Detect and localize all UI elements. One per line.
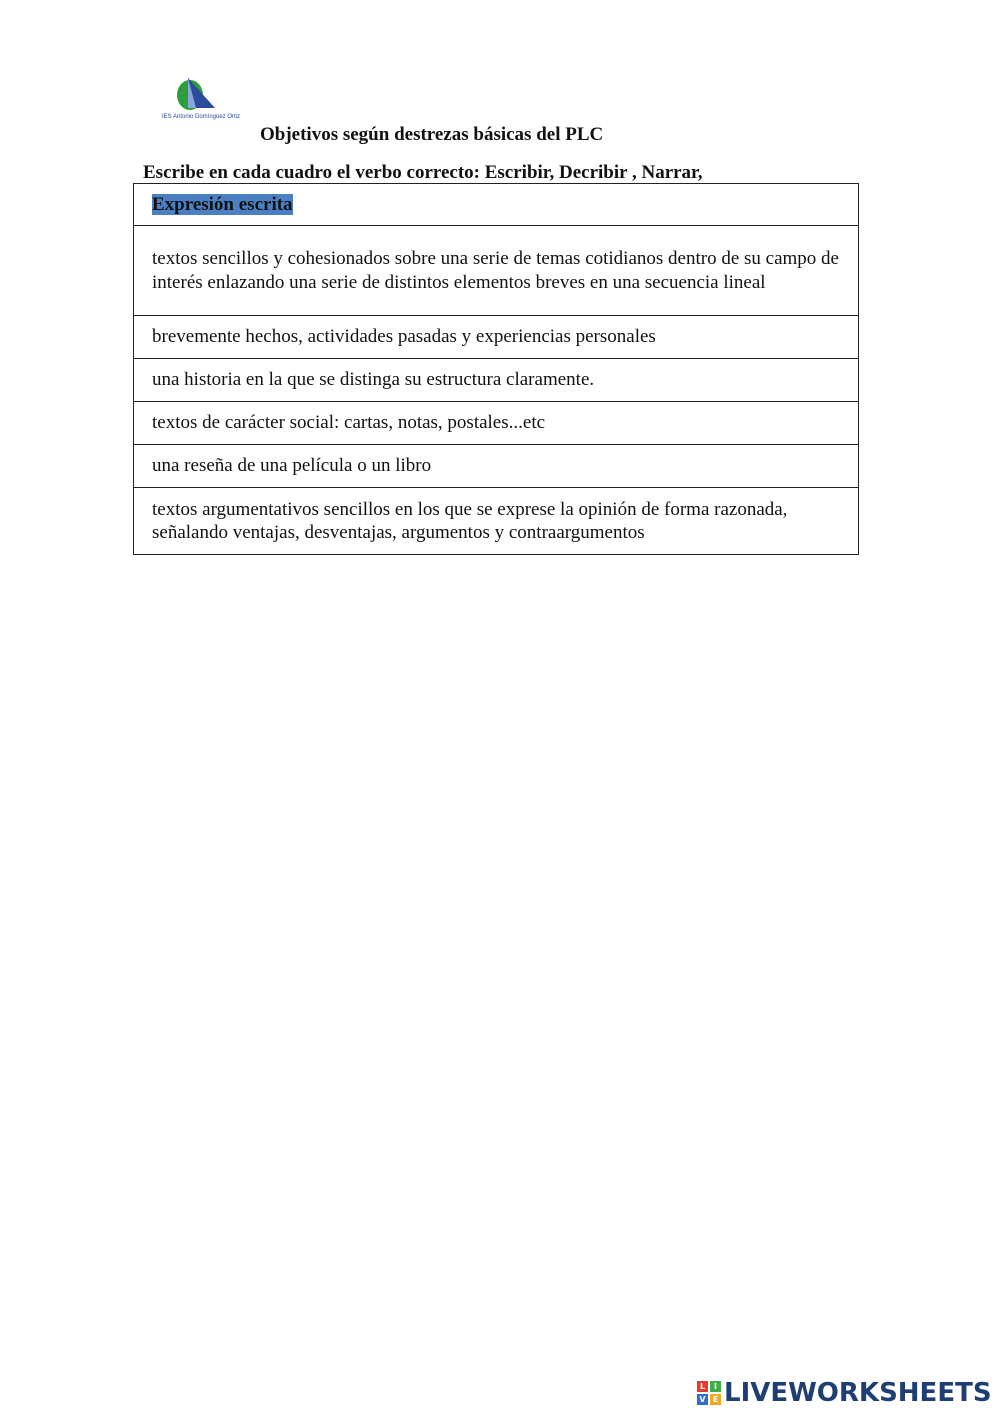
school-logo — [160, 74, 242, 126]
sail-logo-icon — [160, 74, 242, 114]
table-row[interactable] — [134, 402, 859, 445]
brand-logo-icon — [697, 1381, 721, 1405]
table-row[interactable] — [134, 445, 859, 488]
brand-letter-l: L — [697, 1381, 708, 1392]
table-row-text[interactable]: textos argumentativos sencillos en los que se exprese la opinión de forma razonada, señalando ventajas, desventajas, argumentos y contraargumentos — [134, 488, 859, 555]
table-row-text[interactable]: textos sencillos y cohesionados sobre una serie de temas cotidianos dentro de su campo de interés enlazando una serie de distintos elementos breves en una secuencia lineal — [134, 226, 859, 316]
brand-letter-i: I — [710, 1381, 721, 1392]
instruction-text: Escribe en cada cuadro el verbo correcto: Escribir, Decribir , Narrar, — [143, 162, 703, 183]
table-row-text[interactable]: brevemente hechos, actividades pasadas y experiencias personales — [134, 316, 859, 359]
verb-exercise-table — [133, 183, 859, 555]
table-row-text[interactable]: una historia en la que se distinga su estructura claramente. — [134, 359, 859, 402]
table-row[interactable] — [134, 226, 859, 316]
section-heading: Expresión escrita — [152, 193, 293, 215]
logo-caption: IES Antonio Domínguez Ortiz — [161, 114, 241, 120]
table-header-cell — [134, 184, 859, 226]
table-row-text[interactable]: una reseña de una película o un libro — [134, 445, 859, 488]
brand-wordmark: LIVEWORKSHEETS — [724, 1378, 992, 1408]
table-row[interactable] — [134, 488, 859, 555]
liveworksheets-brand — [697, 1378, 992, 1408]
table-row[interactable] — [134, 359, 859, 402]
table-header-row — [134, 184, 859, 226]
table-row-text[interactable]: textos de carácter social: cartas, notas, postales...etc — [134, 402, 859, 445]
brand-letter-v: V — [697, 1394, 708, 1405]
brand-letter-e: E — [710, 1394, 721, 1405]
table-row[interactable] — [134, 316, 859, 359]
page-title: Objetivos según destrezas básicas del PLC — [260, 124, 604, 145]
